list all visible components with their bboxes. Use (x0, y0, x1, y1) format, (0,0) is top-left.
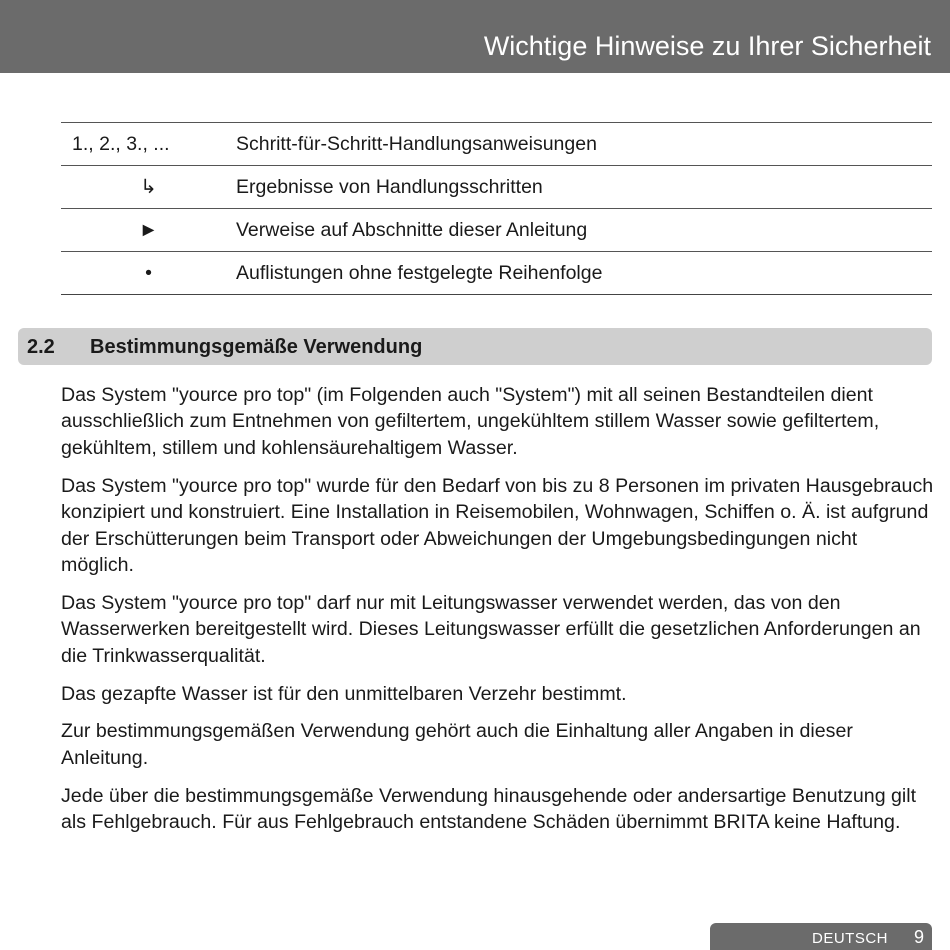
legend-description: Schritt-für-Schritt-Handlungsanweisungen (236, 123, 932, 166)
section-heading (18, 328, 932, 365)
page-title: Wichtige Hinweise zu Ihrer Sicherheit (483, 31, 931, 61)
section-number: 2.2 (27, 336, 55, 358)
section-body (61, 382, 935, 847)
reference-triangle-icon: ► (61, 209, 236, 252)
symbol-legend-table (61, 122, 932, 295)
legend-row (61, 123, 932, 166)
page-header (0, 0, 950, 73)
legend-description: Ergebnisse von Handlungsschritten (236, 166, 932, 209)
legend-symbol-steps: 1., 2., 3., ... (61, 123, 236, 166)
legend-row (61, 209, 932, 252)
section-title: Bestimmungsgemäße Verwendung (90, 336, 423, 358)
legend-description: Verweise auf Abschnitte dieser Anleitung (236, 209, 932, 252)
bullet-icon: • (61, 252, 236, 295)
page-number: 9 (913, 927, 924, 947)
page-footer (710, 923, 932, 950)
legend-description: Auflistungen ohne festgelegte Reihenfolge (236, 252, 932, 295)
paragraph: Jede über die bestimmungsgemäße Verwendung hinausgehende oder andersartige Benutzung gilt als Fehlgebrauch. Für aus Fehlgebrauch entstandene Schäden übernimmt BRITA keine Haftung. (61, 784, 917, 834)
paragraph: Das System "yource pro top" (im Folgenden auch "System") mit all seinen Bestandteilen dient ausschließlich zum Entnehmen von gefiltertem, ungekühltem stillem Wasser sowie gefiltertem, gekühltem, stillem und kohlensäurehaltigem Wasser. (61, 384, 880, 459)
paragraph: Das System "yource pro top" wurde für den Bedarf von bis zu 8 Personen im privaten Hausgebrauch konzipiert und konstruiert. Eine Installation in Reisemobilen, Wohnwagen, Schiffen o. Ä. ist aufgrund der Erschütterungen beim Transport oder Abweichungen der Umgebungsbedingungen nicht möglich. (61, 474, 934, 576)
legend-row (61, 166, 932, 209)
result-arrow-icon: ↳ (61, 166, 236, 209)
paragraph: Zur bestimmungsgemäßen Verwendung gehört auch die Einhaltung aller Angaben in dieser Anleitung. (61, 720, 853, 769)
paragraph: Das gezapfte Wasser ist für den unmittelbaren Verzehr bestimmt. (61, 682, 627, 705)
paragraph: Das System "yource pro top" darf nur mit Leitungswasser verwendet werden, das von den Wasserwerken bereitgestellt wird. Dieses Leitungswasser erfüllt die gesetzlichen Anforderungen an die Trinkwasserqualität. (61, 591, 921, 667)
footer-language: DEUTSCH (811, 930, 888, 947)
legend-row (61, 252, 932, 295)
